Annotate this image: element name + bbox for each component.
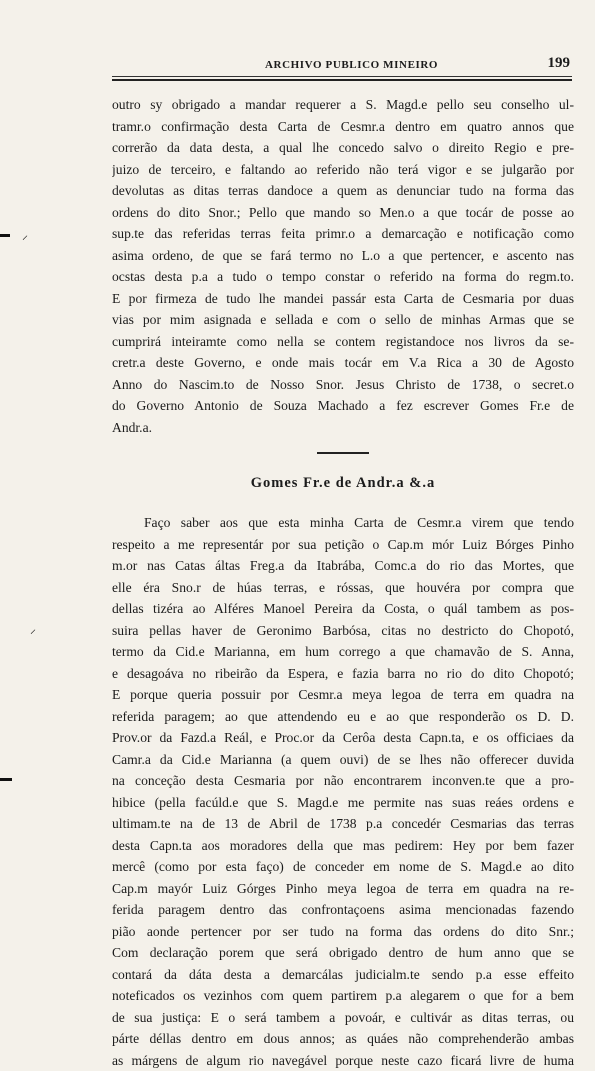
section-divider [317, 452, 369, 454]
text-line: na conceção desta Cesmaria por não encontrarem inconven.te que a pro- [112, 770, 574, 792]
text-line: Cap.m mayór Luiz Górges Pinho meya legoa de terra em quadra na re- [112, 878, 574, 900]
text-line: asima ordeno, de que se fará termo no L.o a que pertencer, e ascento nas [112, 245, 574, 267]
margin-tick-mark [0, 778, 12, 781]
page-header [110, 55, 570, 75]
running-title: ARCHIVO PUBLICO MINEIRO [265, 59, 438, 71]
page-body [112, 94, 574, 1071]
text-line: sup.te das referidas terras feita primr.o a demarcação e notificação como [112, 223, 574, 245]
text-line: referida paragem; ao que attendendo eu e ao que responderão os D. D. [112, 706, 574, 728]
section-title: Gomes Fr.e de Andr.a &.a [112, 472, 574, 494]
text-line: de sua justiça: E o será tambem a povoár, e cultivár as ditas terras, ou [112, 1007, 574, 1029]
margin-pencil-mark: ⸝ [22, 226, 28, 243]
text-line: elle éra Sno.r de húas terras, e róssas, que houvéra por compra que [112, 577, 574, 599]
text-line: ultimam.te na de 13 de Abril de 1738 p.a concedér Cesmarias das terras [112, 813, 574, 835]
text-line: do Governo Antonio de Souza Machado a fez escrever Gomes Fr.e de [112, 395, 574, 417]
text-line: pião aonde pertencer por ser tudo na forma das ordens do dito Snr.; [112, 921, 574, 943]
text-line: m.or nas Catas áltas Freg.a da Itabrába, Comc.a do rio das Mortes, que [112, 555, 574, 577]
text-line: termo da Cid.e Marianna, em hum corrego a que chamavão de S. Anna, [112, 641, 574, 663]
text-line: suira pellas haver de Geronimo Barbósa, citas no destricto do Chopotó, [112, 620, 574, 642]
header-rule [112, 76, 572, 81]
text-line: noteficados os vezinhos com quem partirem p.a alegarem o que for a bem [112, 985, 574, 1007]
text-line: contará da dáta desta a demarcálas judicialm.te sendo p.a esse effeito [112, 964, 574, 986]
page-number: 199 [548, 55, 571, 72]
text-line: outro sy obrigado a mandar requerer a S. Magd.e pello seu conselho ul- [112, 94, 574, 116]
text-line: Camr.a da Cid.e Marianna (a quem ouvi) de se lhes não offerecer duvida [112, 749, 574, 771]
text-line: e desagoáva no ribeirão da Espera, e fazia barra no rio do dito Chopotó; [112, 663, 574, 685]
text-line: as márgens de algum rio navegável porque neste cazo ficará livre de huma [112, 1050, 574, 1071]
text-line: dellas tizéra ao Alféres Manoel Pereira da Costa, o quál tambem as pos- [112, 598, 574, 620]
text-line: juizo de terceiro, e faltando ao referido não terá vigor e se julgarão por [112, 159, 574, 181]
text-line: desta Capn.ta aos moradores della que mas pedirem: Hey por bem fazer [112, 835, 574, 857]
text-block-2 [112, 512, 574, 1071]
text-line: Faço saber aos que esta minha Carta de Cesmr.a virem que tendo [112, 512, 574, 534]
text-line: párte déllas dentro em dous annos; as quáes não comprehenderão ambas [112, 1028, 574, 1050]
text-line: Prov.or da Fazd.a Reál, e Proc.or da Cerôa desta Capn.ta, e os officiaes da [112, 727, 574, 749]
text-line: hibice (pella facúld.e que S. Magd.e me permite nas suas reáes ordens e [112, 792, 574, 814]
text-line: Andr.a. [112, 417, 574, 439]
text-line: cumprirá inteiramte como nella se contem registandoce nos livros da se- [112, 331, 574, 353]
margin-tick-mark [0, 234, 10, 237]
text-line: ordens do dito Snor.; Pello que mando so Men.o a que tocár de posse ao [112, 202, 574, 224]
text-line: correrão da data desta, a qual lhe concedo salvo o direito Regio e pre- [112, 137, 574, 159]
text-line: E porque queria possuir por Cesmr.a meya legoa de terra em quadra na [112, 684, 574, 706]
text-line: tramr.o confirmação desta Carta de Cesmr.a dentro em quatro annos que [112, 116, 574, 138]
text-line: Anno do Nascim.to de Nosso Snor. Jesus Christo de 1738, o secret.o [112, 374, 574, 396]
text-line: ferida paragem dentro das confrontaçoens asima mencionadas fazendo [112, 899, 574, 921]
text-line: ocstas desta p.a a tudo o tempo constar o referido na forma do regm.to. [112, 266, 574, 288]
text-line: mercê (como por esta faço) de conceder em nome de S. Magd.e ao dito [112, 856, 574, 878]
text-block-1 [112, 94, 574, 438]
text-line: vias por mim asignada e sellada e com o sello de minhas Armas que se [112, 309, 574, 331]
text-line: devolutas as ditas terras dandoce a quem as denunciar tudo na forma das [112, 180, 574, 202]
margin-pencil-mark: ⸝ [30, 620, 36, 637]
text-line: Com declaração porem que será obrigado dentro de hum anno que se [112, 942, 574, 964]
text-line: cretr.a deste Governo, e onde mais tocár em V.a Rica a 30 de Agosto [112, 352, 574, 374]
text-line: E por firmeza de tudo lhe mandei passár esta Carta de Cesmaria por duas [112, 288, 574, 310]
text-line: respeito a me representár por sua petição o Cap.m mór Luiz Bórges Pinho [112, 534, 574, 556]
